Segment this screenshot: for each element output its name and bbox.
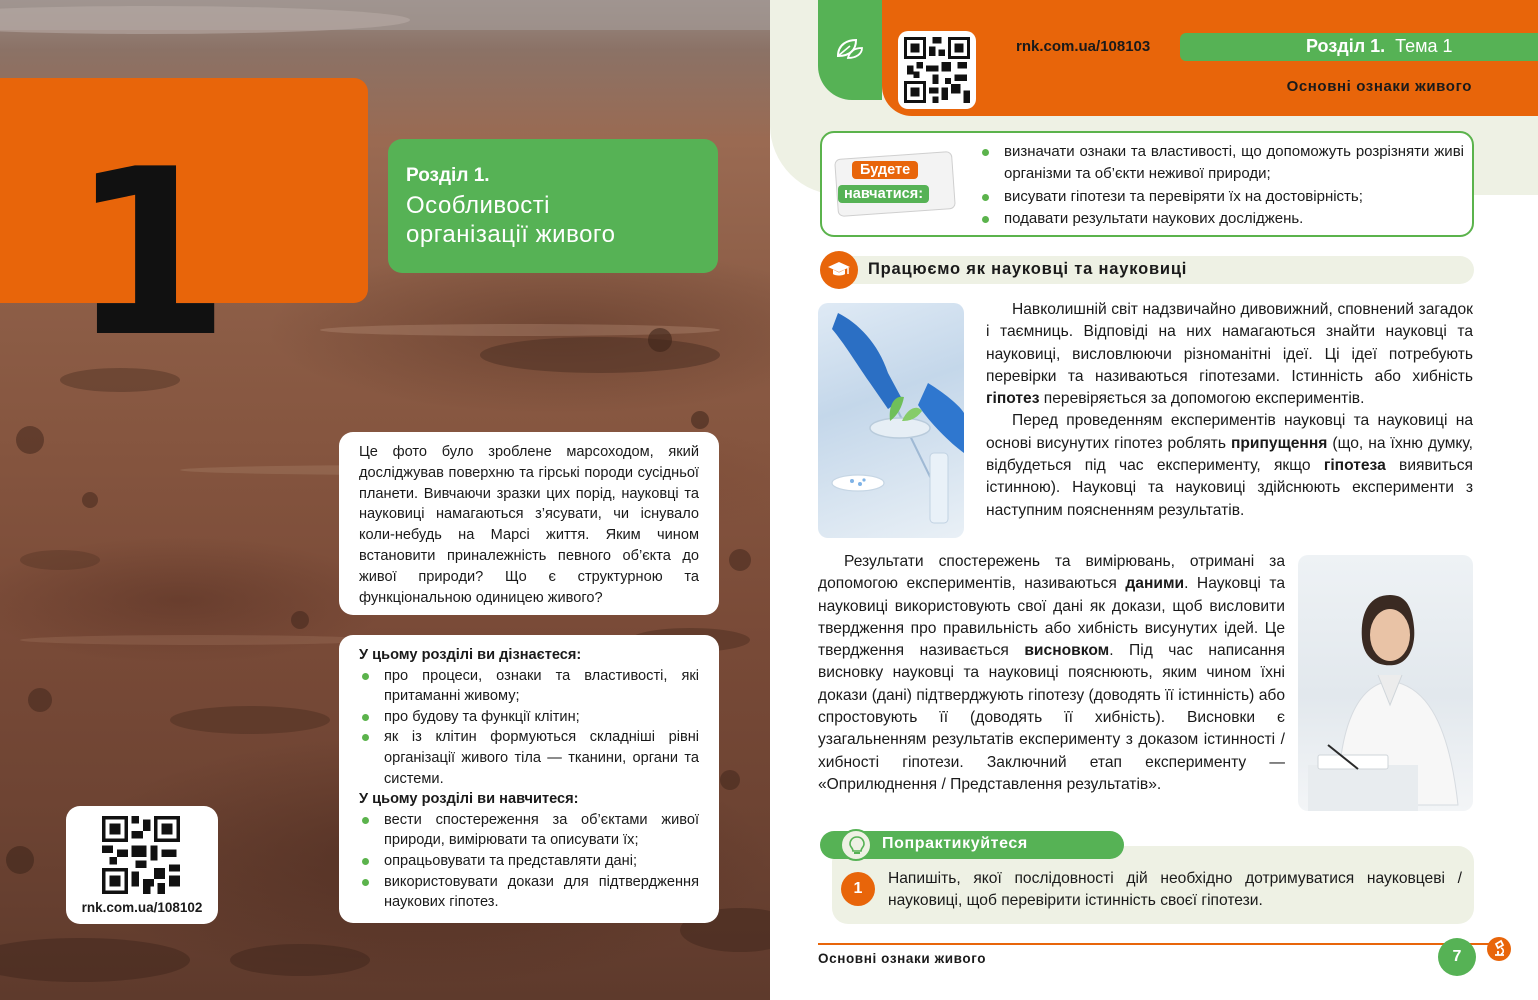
list-item: про процеси, ознаки та властивості, які притаманні живому; [359,666,699,707]
qr-url-left[interactable]: rnk.com.ua/108102 [81,900,203,915]
chapter-title-line2: організації живого [406,221,616,248]
qr-url-right[interactable]: rnk.com.ua/108103 [1016,38,1151,55]
chapter-outcomes-box [339,635,719,923]
intro-text: Це фото було зроблене марсоходом, який досліджував поверхню та гірські породи сусідньої планети. Вивчаючи зразки цих порід, науковці та науковиці намагаються з’ясувати, чи існувало коли-небудь на Марсі життя. Яким чином встановити приналежність певного об’єкта до живої природи? Що є структурною та функціональною одиницею живого? [359,444,699,606]
list-item: про будову та функції клітин; [359,707,699,728]
paragraph [818,551,1285,796]
work-heading-text: Працюємо як науковці та науковиці [868,260,1188,278]
scientist-illustration [1298,555,1473,811]
goals-list [980,141,1464,231]
goals-badge-line1: Будете [852,161,918,179]
lightbulb-icon [848,836,866,856]
header-leaf-tab [818,0,882,100]
list-item: визначати ознаки та властивості, що допоможуть розрізняти живі організми та об’єкти неживої природи; [980,141,1464,186]
right-page [770,0,1538,1000]
learn-list [359,666,699,790]
practice-heading [820,831,1124,859]
goals-badge-line2: навчатися: [838,185,929,203]
text-span: виявиться істинною). Науковці та науковиці здійснюють експерименти з наступним поясненням результатів. [986,457,1473,519]
leaf-icon [834,36,864,62]
text-span: . Під час написання висновку науковці та науковиці пояснюють, яким чином їхні докази (дані) підтверджують гіпотезу (доводять її істинність) або спростовують її (доводять її хибність). Висновки є узагальненням результатів експерименту з доказом істинності / хибності гіпотези. Заключний етап експерименту — «Оприлюднення / Представлення результатів». [818,642,1285,793]
task-text: Напишіть, якої послідовності дій необхідно дотримуватися науковцеві / науковиці, щоб перевірити істинність своєї гіпотези. [888,870,1462,910]
chapter-number-panel [0,78,368,388]
graduation-cap-badge [820,251,858,289]
graduation-cap-icon [827,259,851,281]
term-assumption: припущення [1230,434,1328,452]
section-topic-label [1306,36,1453,57]
list-item: вести спостереження за об’єктами живої природи, вимірювати та описувати їх; [359,810,699,851]
skills-list [359,810,699,913]
intro-paragraphs [986,299,1473,522]
page-number: 7 [1438,938,1476,976]
list-item: подавати результати наукових досліджень. [980,208,1464,230]
intro-text-box [339,432,719,615]
results-paragraph [818,551,1285,796]
footer-divider [818,943,1490,945]
chapter-title-panel [388,139,718,273]
text-span: . Науковці та науковиці використовують свої дані як докази, щоб висловити твердження про правильність або хибність висунутих ідей. Це твердження називається [818,575,1286,660]
scientist-photo [1298,555,1473,811]
goals-badge [836,147,960,221]
topic-title: Основні ознаки живого [1286,78,1472,95]
qr-code-icon [904,37,970,103]
term-hypothesis: гіпотез [986,390,1040,408]
chapter-number: 1 [70,121,231,388]
text-span: Перед проведенням експериментів науковці та науковиці на основі висунутих гіпотез роблять [986,412,1473,452]
list-item: опрацьовувати та представляти дані; [359,851,699,872]
chapter-title-line1: Особливості [406,192,551,219]
skills-heading: У цьому розділі ви навчитеся: [359,791,579,808]
lab-plant-illustration [818,303,964,538]
chapter-title [406,191,700,249]
section-label: Розділ 1. [1306,36,1386,56]
lab-plant-photo [818,303,964,538]
qr-card-right[interactable] [898,31,976,109]
task-number: 1 [841,872,875,906]
work-section-heading [820,256,1474,284]
paragraph [986,299,1473,410]
footer-title: Основні ознаки живого [818,951,987,966]
paragraph [986,410,1473,521]
learn-heading: У цьому розділі ви дізнаєтеся: [359,647,582,663]
chapter-label: Розділ 1. [406,165,490,186]
qr-code-icon [102,816,180,894]
text-span: перевіряється за допомогою експериментів. [1039,390,1365,408]
topic-label: Тема 1 [1395,36,1453,56]
text-span: Результати спостережень та вимірювань, отримані за допомогою експериментів, називаються [818,553,1285,593]
learning-goals-box [820,131,1474,237]
text-span: (що, на їхню думку, відбудеться під час експерименту, якщо [986,434,1473,475]
microscope-icon [1486,936,1512,962]
practice-heading-text: Попрактикуйтеся [882,835,1028,852]
list-item: як із клітин формуються складніші рівні організації живого тіла — тканини, органи та системи. [359,727,699,789]
qr-card-left[interactable] [66,806,218,924]
lightbulb-badge [840,829,872,861]
term-hypothesis: гіпотеза [1323,457,1386,475]
term-conclusion: висновком [1024,642,1110,660]
list-item: висувати гіпотези та перевіряти їх на достовірність; [980,186,1464,208]
list-item: використовувати докази для підтвердження наукових гіпотез. [359,872,699,913]
text-span: Навколишній світ надзвичайно дивовижний, сповнений загадок і таємниць. Відповіді на них намагаються знайти науковці та науковиці, висловлюючи різноманітні ідеї. Ці ідеї потребують перевірки та називаються гіпотезами. Істинність або хибність [986,301,1473,385]
term-data: даними [1125,575,1185,593]
